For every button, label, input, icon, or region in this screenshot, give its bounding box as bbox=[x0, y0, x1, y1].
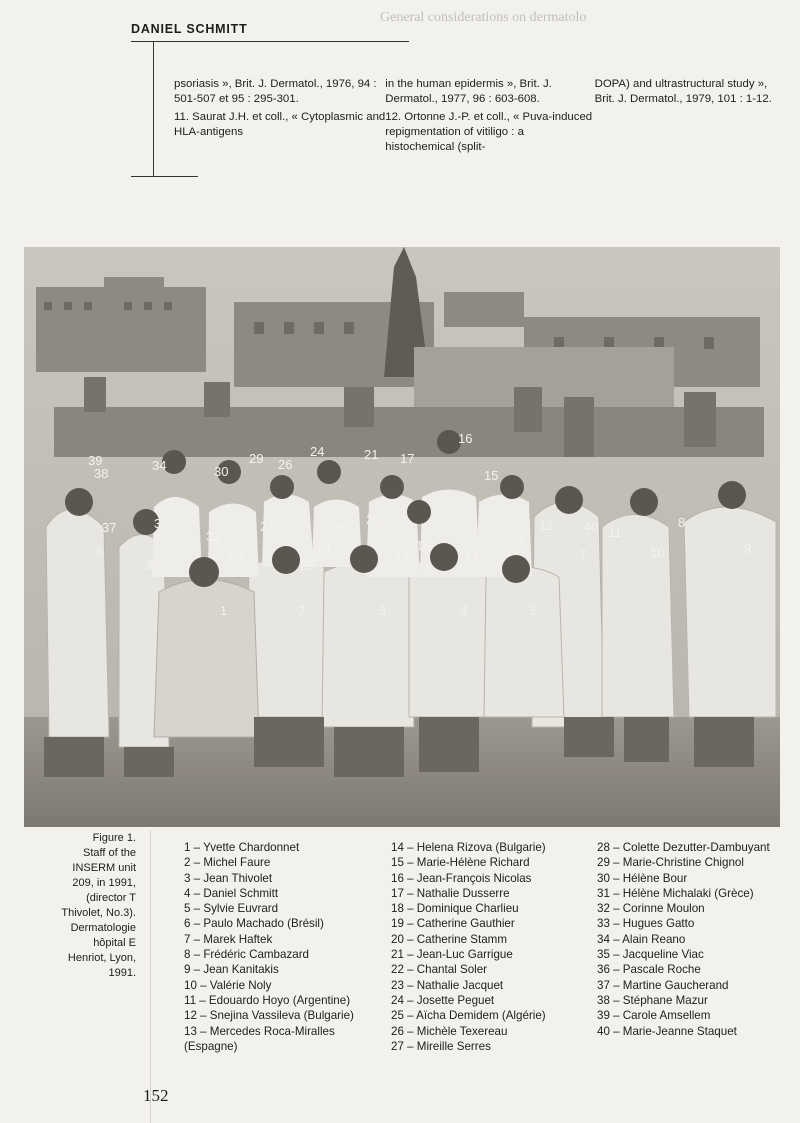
person-number: 17 bbox=[400, 451, 415, 466]
person-number: 33 bbox=[166, 496, 181, 511]
legend-entry: 40 – Marie-Jeanne Staquet bbox=[597, 1024, 737, 1038]
legend-entry: 16 – Jean-François Nicolas bbox=[391, 871, 532, 885]
person-number: 7 bbox=[579, 547, 587, 562]
figure-description: Staff of the INSERM unit 209, in 1991, (director T Thivolet, No.3). Dermatologie hôpital E Henriot, Lyon, 1991. bbox=[61, 847, 136, 979]
person-number: 32 bbox=[168, 549, 183, 564]
legend-entry: 30 – Hélène Bour bbox=[597, 871, 688, 885]
person-number: 36 bbox=[146, 557, 161, 572]
legend-entry: 11 – Edouardo Hoyo (Argentine) bbox=[184, 993, 351, 1007]
person-number: 1 bbox=[220, 603, 228, 618]
legend-entry: 7 – Marek Haftek bbox=[184, 932, 273, 946]
legend-entry: 39 – Carole Amsellem bbox=[597, 1009, 711, 1023]
person-number: 11 bbox=[608, 525, 622, 540]
legend-entry: 12 – Snejina Vassileva (Bulgarie) bbox=[184, 1009, 354, 1023]
person-number: 25 bbox=[300, 558, 315, 573]
person-number: 26 bbox=[278, 457, 293, 472]
person-number: 20 bbox=[366, 512, 381, 527]
person-number: 21 bbox=[364, 447, 379, 462]
person-number: 31 bbox=[206, 529, 221, 544]
legend-entry: 38 – Stéphane Mazur bbox=[597, 993, 708, 1007]
person-number: 14 bbox=[464, 547, 479, 562]
legend-entry: 25 – Aïcha Demidem (Algérie) bbox=[391, 1009, 546, 1023]
legend-entry: 20 – Catherine Stamm bbox=[391, 932, 507, 946]
page-number: 152 bbox=[143, 1086, 169, 1105]
legend-entry: 19 – Catherine Gauthier bbox=[391, 917, 515, 931]
legend-entry: 37 – Martine Gaucherand bbox=[597, 978, 729, 992]
bleed-through-title: General considerations on dermatolo bbox=[380, 10, 587, 25]
header-rule bbox=[131, 41, 409, 42]
person-number: 40 bbox=[584, 519, 599, 534]
legend-entry: 8 – Frédéric Cambazard bbox=[184, 948, 310, 962]
legend-entry: 23 – Nathalie Jacquet bbox=[391, 978, 504, 992]
person-number: 37 bbox=[102, 520, 117, 535]
group-photograph bbox=[24, 247, 780, 827]
reference-entry: 11. Saurat J.H. et coll., « Cytoplasmic and HLA-antigens bbox=[174, 111, 386, 138]
reference-column bbox=[174, 77, 385, 158]
person-number: 19 bbox=[394, 549, 409, 564]
running-header-author: DANIEL SCHMITT bbox=[131, 22, 248, 36]
legend-entry: 36 – Pascale Roche bbox=[597, 963, 701, 977]
legend-entry: 18 – Dominique Charlieu bbox=[391, 902, 519, 916]
reference-entry: 12. Ortonne J.-P. et coll., « Puva-induced repigmentation of vitiligo : a histochemical (split- bbox=[385, 111, 593, 153]
figure-caption bbox=[60, 831, 136, 981]
legend-entry: 2 – Michel Faure bbox=[184, 856, 271, 870]
person-number: 22 bbox=[334, 522, 349, 537]
reference-entry: in the human epidermis », Brit. J. Dermatol., 1977, 96 : 603-608. bbox=[385, 78, 552, 105]
legend-entry: 21 – Jean-Luc Garrigue bbox=[391, 948, 513, 962]
legend-entry: 26 – Michèle Texereau bbox=[391, 1024, 508, 1038]
legend-entry: 17 – Nathalie Dusserre bbox=[391, 886, 510, 900]
margin-rule-bottom bbox=[131, 176, 198, 177]
person-number: 6 bbox=[96, 543, 104, 558]
person-number: 15 bbox=[484, 468, 499, 483]
person-number: 30 bbox=[214, 464, 229, 479]
person-number: 9 bbox=[744, 541, 752, 556]
legend-entry: 6 – Paulo Machado (Brésil) bbox=[184, 917, 324, 931]
legend-entry: 10 – Valérie Noly bbox=[184, 978, 272, 992]
legend-entry: 22 – Chantal Soler bbox=[391, 963, 488, 977]
legend-entry: 33 – Hugues Gatto bbox=[597, 917, 695, 931]
person-number: 8 bbox=[678, 515, 686, 530]
person-number: 18 bbox=[416, 538, 431, 553]
legend-entry: 29 – Marie-Christine Chignol bbox=[597, 856, 744, 870]
person-number: 39 bbox=[88, 453, 103, 468]
legend-entry: 13 – Mercedes Roca-Miralles (Espagne) bbox=[184, 1024, 335, 1053]
person-number: 23 bbox=[316, 542, 331, 557]
margin-rule-vertical bbox=[153, 42, 154, 176]
legend-entry: 9 – Jean Kanitakis bbox=[184, 963, 279, 977]
person-number: 35 bbox=[154, 516, 169, 531]
person-number: 5 bbox=[530, 603, 538, 618]
photo-illustration bbox=[24, 247, 780, 827]
fold-line bbox=[150, 830, 151, 1123]
person-number: 27 bbox=[260, 519, 275, 534]
person-number: 4 bbox=[460, 603, 468, 618]
name-legend-column-3 bbox=[597, 840, 770, 1039]
person-number: 34 bbox=[152, 458, 167, 473]
person-number: 12 bbox=[539, 518, 554, 533]
name-legend-column-2 bbox=[391, 840, 546, 1054]
figure-label: Figure 1. bbox=[92, 832, 136, 844]
legend-entry: 32 – Corinne Moulon bbox=[597, 902, 705, 916]
reference-column bbox=[595, 77, 774, 158]
person-number: 3 bbox=[379, 603, 387, 618]
reference-list bbox=[174, 77, 774, 158]
legend-entry: 5 – Sylvie Euvrard bbox=[184, 902, 279, 916]
reference-entry: DOPA) and ultrastructural study », Brit. J. Dermatol., 1979, 101 : 1-12. bbox=[594, 78, 772, 105]
legend-entry: 1 – Yvette Chardonnet bbox=[184, 841, 300, 854]
person-number: 10 bbox=[650, 545, 665, 560]
person-number: 16 bbox=[458, 431, 473, 446]
legend-entry: 31 – Hélène Michalaki (Grèce) bbox=[597, 886, 754, 900]
name-legend-column-1 bbox=[184, 840, 380, 1054]
legend-entry: 34 – Alain Reano bbox=[597, 932, 686, 946]
person-number: 24 bbox=[310, 444, 325, 459]
legend-entry: 15 – Marie-Hélène Richard bbox=[391, 856, 530, 870]
person-number: 29 bbox=[249, 451, 264, 466]
reference-entry: psoriasis », Brit. J. Dermatol., 1976, 94 : 501-507 et 95 : 295-301. bbox=[174, 78, 377, 105]
person-number: 28 bbox=[229, 548, 244, 563]
legend-entry: 28 – Colette Dezutter-Dambuyant bbox=[597, 841, 770, 854]
legend-entry: 35 – Jacqueline Viac bbox=[597, 948, 704, 962]
person-number: 2 bbox=[298, 603, 306, 618]
legend-entry: 4 – Daniel Schmitt bbox=[184, 886, 279, 900]
person-number: 38 bbox=[94, 466, 109, 481]
legend-entry: 24 – Josette Peguet bbox=[391, 993, 495, 1007]
person-number: 13 bbox=[508, 535, 523, 550]
legend-entry: 27 – Mireille Serres bbox=[391, 1039, 491, 1053]
legend-entry: 14 – Helena Rizova (Bulgarie) bbox=[391, 841, 546, 854]
legend-entry: 3 – Jean Thivolet bbox=[184, 871, 273, 885]
reference-column bbox=[385, 77, 594, 158]
